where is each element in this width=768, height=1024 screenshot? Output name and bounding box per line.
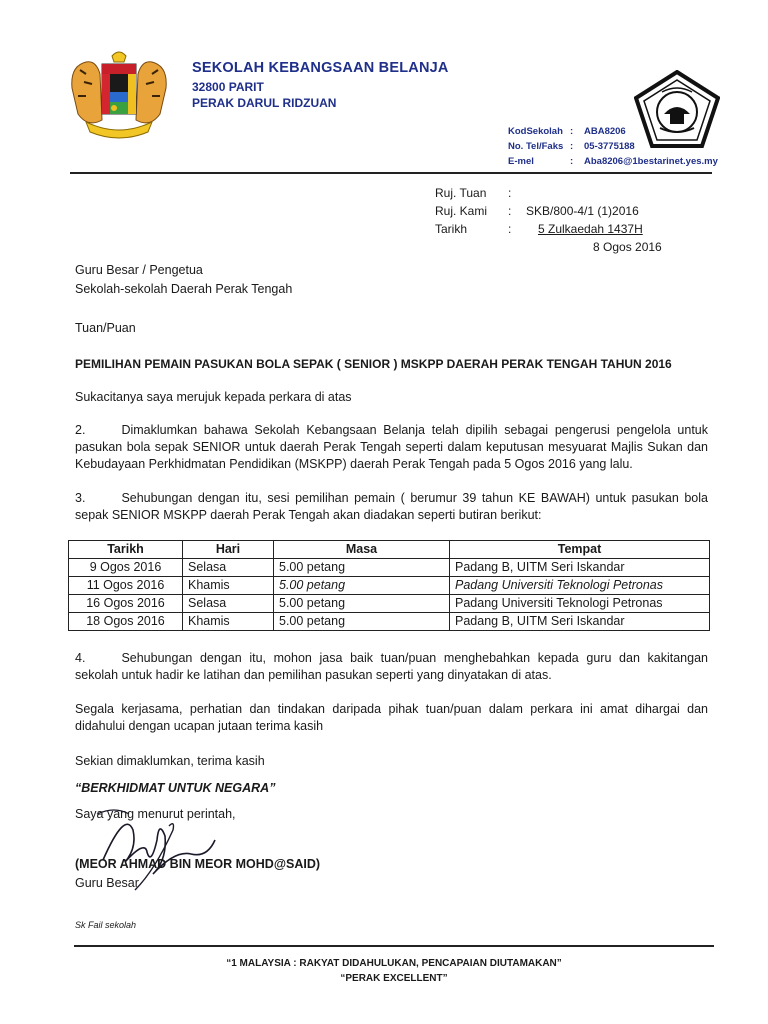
header-divider (70, 172, 712, 174)
cell-time: 5.00 petang (274, 595, 450, 613)
school-name: SEKOLAH KEBANGSAAN BELANJA (192, 60, 449, 76)
school-state: PERAK DARUL RIDZUAN (192, 96, 337, 110)
contact-label: KodSekolah (508, 126, 563, 137)
recipient-line-2: Sekolah-sekolah Daerah Perak Tengah (75, 282, 293, 296)
paragraph-number: 4. (75, 651, 86, 665)
ref-row-ruj-tuan (435, 184, 662, 202)
column-header: Tarikh (69, 541, 183, 559)
signatory-name: (MEOR AHMAD BIN MEOR MOHD@SAID) (75, 857, 321, 871)
cell-day: Khamis (183, 577, 274, 595)
colon: : (570, 126, 574, 137)
table-row (69, 577, 710, 595)
paragraph-2 (75, 422, 708, 473)
colon: : (508, 186, 512, 200)
colon: : (570, 141, 574, 152)
file-note: Sk Fail sekolah (75, 920, 137, 930)
schedule-table (68, 540, 710, 631)
paragraph-number: 2. (75, 423, 86, 437)
paragraph-5: Segala kerjasama, perhatian dan tindakan daripada pihak tuan/puan dalam perkara ini amat dihargai dan didahului dengan ucapan jutaan terima kasih (75, 702, 708, 733)
cell-date: 11 Ogos 2016 (69, 577, 183, 595)
contact-value: 05-3775188 (584, 141, 635, 152)
contact-label: E-mel (508, 156, 534, 167)
paragraph-text: Sehubungan dengan itu, sesi pemilihan pemain ( berumur 39 tahun KE BAWAH) untuk pasukan bola sepak SENIOR MSKPP daerah Perak Tengah akan diadakan seperti butiran berikut: (75, 491, 708, 522)
cell-time: 5.00 petang (274, 559, 450, 577)
coat-of-arms-logo (66, 48, 172, 140)
ref-row-ruj-kami (435, 202, 662, 220)
contact-row-phone (508, 139, 718, 154)
paragraph-text: Dimaklumkan bahawa Sekolah Kebangsaan Belanja telah dipilih sebagai pengerusi pengelola untuk pasukan bola sepak SENIOR untuk daerah Perak Tengah seperti dalam keputusan mesyuarat Majlis Sukan dan Kebudayaan Perkhidmatan Pendidikan (MSKPP) daerah Perak Tengah pada 5 Ogos 2016 yang lalu. (75, 423, 708, 471)
cell-venue: Padang B, UITM Seri Iskandar (450, 613, 710, 631)
recipient-line-1: Guru Besar / Pengetua (75, 263, 203, 277)
footer-slogan: “1 MALAYSIA : RAKYAT DIDAHULUKAN, PENCAPAIAN DIUTAMAKAN” (226, 958, 562, 969)
column-header: Masa (274, 541, 450, 559)
letter-subject: PEMILIHAN PEMAIN PASUKAN BOLA SEPAK ( SENIOR ) MSKPP DAERAH PERAK TENGAH TAHUN 2016 (75, 357, 672, 371)
ref-label: Ruj. Kami (435, 204, 488, 218)
colon: : (508, 204, 512, 218)
colon: : (570, 156, 574, 167)
colon: : (508, 222, 512, 236)
ref-masihi-date: 8 Ogos 2016 (593, 240, 662, 254)
footer-tagline: “PERAK EXCELLENT” (340, 973, 448, 984)
paragraph-3 (75, 490, 708, 524)
ref-value: SKB/800-4/1 (1)2016 (526, 204, 639, 218)
contact-value: Aba8206@1bestarinet.yes.my (584, 156, 718, 167)
sign-off: Saya yang menurut perintah, (75, 807, 236, 821)
contact-row-email (508, 154, 718, 169)
cell-time: 5.00 petang (274, 577, 450, 595)
column-header: Tempat (450, 541, 710, 559)
signatory-title: Guru Besar (75, 876, 139, 890)
paragraph-number: 3. (75, 491, 86, 505)
contact-label: No. Tel/Faks (508, 141, 564, 152)
school-postcode-city: 32800 PARIT (192, 80, 264, 94)
ref-row-tarikh (435, 220, 662, 238)
salutation: Tuan/Puan (75, 321, 136, 335)
column-header: Hari (183, 541, 274, 559)
table-header-row (69, 541, 710, 559)
cell-venue: Padang Universiti Teknologi Petronas (450, 577, 710, 595)
cell-venue: Padang B, UITM Seri Iskandar (450, 559, 710, 577)
cell-venue: Padang Universiti Teknologi Petronas (450, 595, 710, 613)
table-row (69, 559, 710, 577)
cell-day: Selasa (183, 595, 274, 613)
footer-divider (74, 945, 714, 947)
paragraph-4 (75, 650, 708, 684)
intro-paragraph: Sukacitanya saya merujuk kepada perkara di atas (75, 390, 352, 404)
cell-day: Selasa (183, 559, 274, 577)
ref-label: Tarikh (435, 222, 468, 236)
cell-day: Khamis (183, 613, 274, 631)
table-row (69, 613, 710, 631)
table-row (69, 595, 710, 613)
contact-row-school-code (508, 124, 718, 139)
contact-value: ABA8206 (584, 126, 626, 137)
cell-date: 9 Ogos 2016 (69, 559, 183, 577)
cell-time: 5.00 petang (274, 613, 450, 631)
closing-line: Sekian dimaklumkan, terima kasih (75, 754, 265, 768)
cell-date: 16 Ogos 2016 (69, 595, 183, 613)
cell-date: 18 Ogos 2016 (69, 613, 183, 631)
ref-hijri-date: 5 Zulkaedah 1437H (538, 222, 643, 236)
school-contact-block (508, 124, 718, 169)
reference-block (435, 184, 662, 256)
paragraph-text: Sehubungan dengan itu, mohon jasa baik tuan/puan menghebahkan kepada guru dan kakitangan sekolah untuk hadir ke latihan dan pemilihan pasukan seperti yang dinyatakan di atas. (75, 651, 708, 682)
ref-label: Ruj. Tuan (435, 186, 487, 200)
motto: “BERKHIDMAT UNTUK NEGARA” (75, 781, 276, 795)
